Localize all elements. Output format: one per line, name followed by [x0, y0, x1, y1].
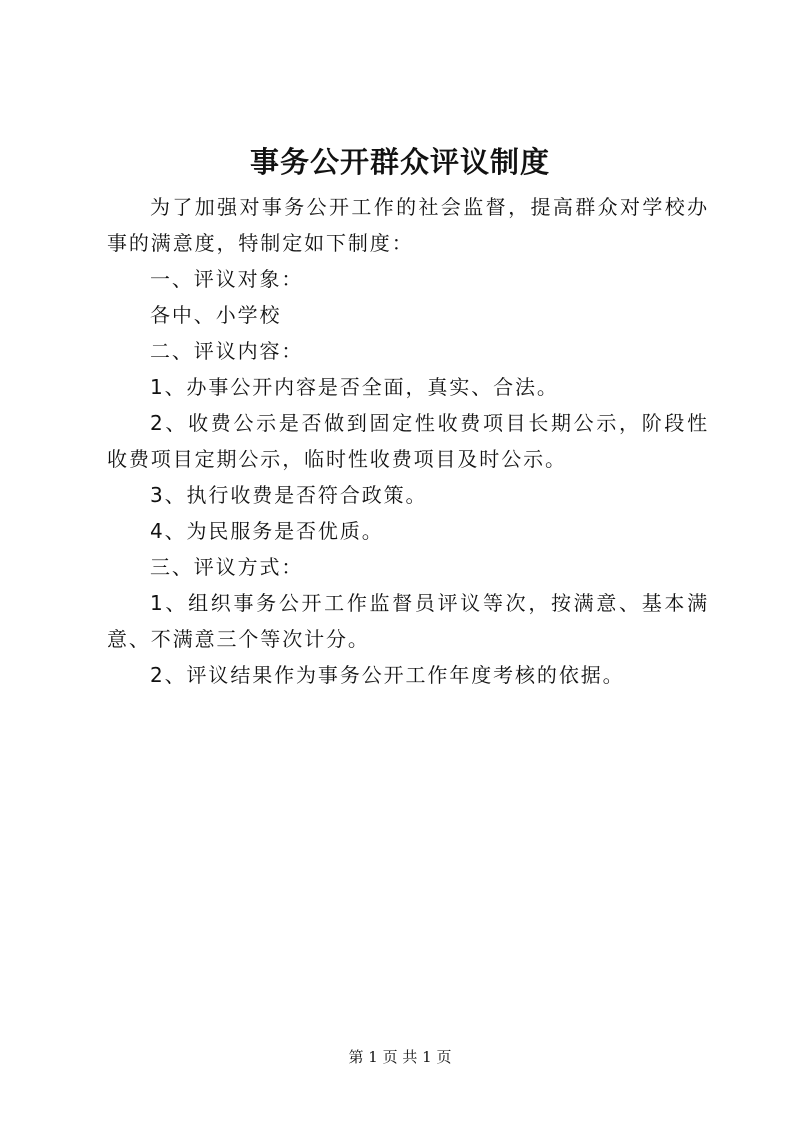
list-item-content-1: 1、办事公开内容是否全面，真实、合法。: [150, 375, 559, 399]
heading-section-3: 三、评议方式：: [150, 555, 304, 579]
paragraph-intro: 为了加强对事务公开工作的社会监督，提高群众对学校办事的满意度，特制定如下制度：: [107, 195, 709, 255]
list-item-method-2: 2、评议结果作为事务公开工作年度考核的依据。: [150, 663, 625, 687]
heading-section-2: 二、评议内容：: [150, 339, 304, 363]
page-indicator: 第 1 页 共 1 页: [348, 1048, 452, 1066]
document-title: 事务公开群众评议制度: [249, 145, 550, 179]
list-item-content-2: 2、收费公示是否做到固定性收费项目长期公示，阶段性收费项目定期公示，临时性收费项目及时公示。: [107, 411, 709, 471]
list-item-method-1: 1、组织事务公开工作监督员评议等次，按满意、基本满意、不满意三个等次计分。: [107, 591, 709, 651]
list-item-content-4: 4、为民服务是否优质。: [150, 519, 384, 543]
heading-section-1: 一、评议对象：: [150, 267, 304, 291]
paragraph-target: 各中、小学校: [150, 303, 282, 327]
list-item-content-3: 3、执行收费是否符合政策。: [150, 483, 428, 507]
document-body: [107, 189, 709, 693]
